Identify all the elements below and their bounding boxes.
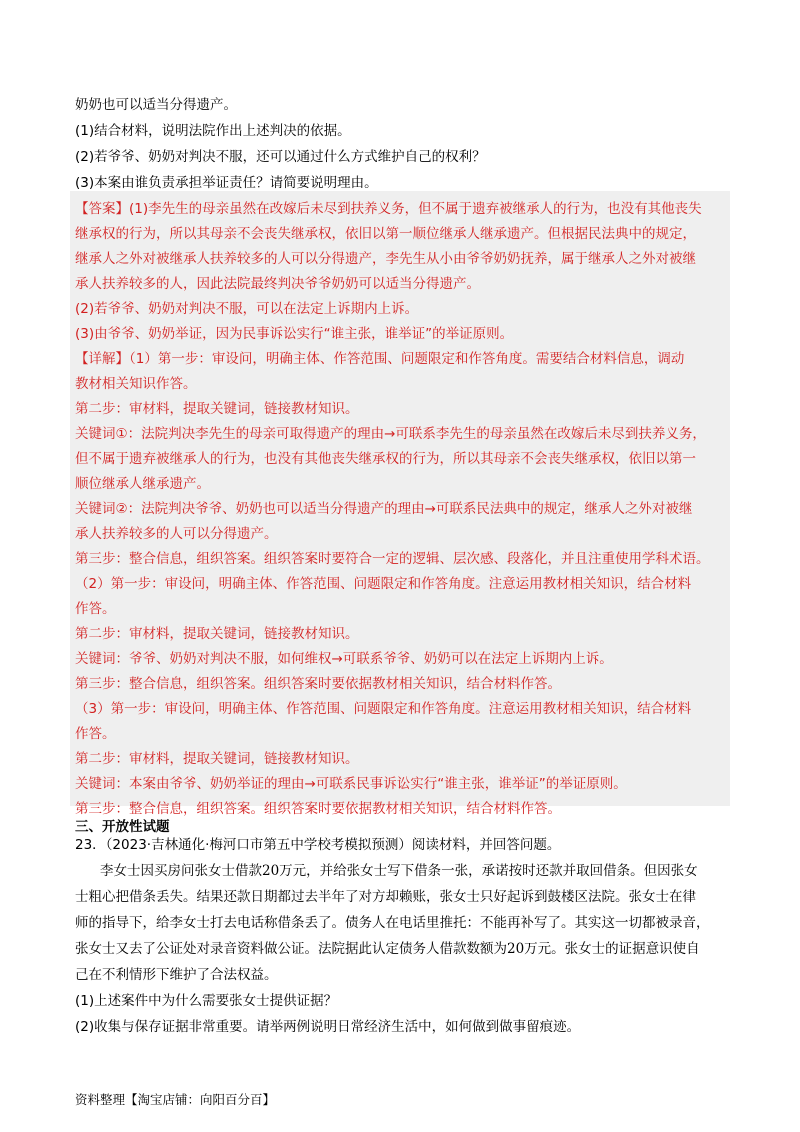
detail-line: （2）第一步：审设问，明确主体、作答范围、问题限定和作答角度。注意运用教材相关知识，结合材料 bbox=[75, 576, 692, 592]
detail-line: 【详解】（1）第一步：审设问，明确主体、作答范围、问题限定和作答角度。需要结合材料信息，调动 bbox=[75, 351, 685, 367]
detail-line: 关键词②：法院判决爷爷、奶奶也可以适当分得遗产的理由→可联系民法典中的规定，继承人之外对被继 bbox=[75, 501, 693, 517]
answer-line: 继承权的行为，所以其母亲不会丧失继承权，依旧以第一顺位继承人继承遗产。但根据民法典中的规定， bbox=[75, 226, 696, 242]
detail-line: 第三步：整合信息，组织答案。组织答案时要依据教材相关知识，结合材料作答。 bbox=[75, 801, 561, 817]
answer-line: (2)若爷爷、奶奶对判决不服，可以在法定上诉期内上诉。 bbox=[75, 301, 419, 317]
material-line: 己在不利情形下维护了合法权益。 bbox=[75, 967, 278, 983]
detail-line: 第三步：整合信息，组织答案。组织答案时要符合一定的逻辑、层次感、段落化，并且注重使用学科术语。 bbox=[75, 551, 710, 567]
question-line: (3)本案由谁负责承担举证责任？请简要说明理由。 bbox=[75, 175, 378, 191]
detail-line: 作答。 bbox=[75, 601, 116, 617]
detail-line: 关键词：本案由爷爷、奶奶举证的理由→可联系民事诉讼实行“谁主张，谁举证”的举证原则。 bbox=[75, 776, 627, 792]
question-line: (2)若爷爷、奶奶对判决不服，还可以通过什么方式维护自己的权利？ bbox=[75, 149, 486, 165]
detail-line: 但不属于遗弃被继承人的行为，也没有其他丧失继承权的行为，所以其母亲不会丧失继承权，依旧以第一 bbox=[75, 451, 696, 467]
answer-line: 承人扶养较多的人，因此法院最终判决爷爷奶奶可以适当分得遗产。 bbox=[75, 276, 480, 292]
section-heading: 三、开放性试题 bbox=[75, 819, 170, 835]
question-line: (1)上述案件中为什么需要张女士提供证据？ bbox=[75, 993, 338, 1009]
detail-line: 第二步：审材料，提取关键词，链接教材知识。 bbox=[75, 626, 359, 642]
detail-line: 第二步：审材料，提取关键词，链接教材知识。 bbox=[75, 751, 359, 767]
page-footer: 资料整理【淘宝店铺：向阳百分百】 bbox=[75, 1092, 276, 1107]
question-line: (1)结合材料，说明法院作出上述判决的依据。 bbox=[75, 123, 351, 139]
detail-line: 第二步：审材料，提取关键词，链接教材知识。 bbox=[75, 401, 359, 417]
text-line: 奶奶也可以适当分得遗产。 bbox=[75, 97, 237, 113]
answer-line: 继承人之外对被继承人扶养较多的人可以分得遗产，李先生从小由爷爷奶奶抚养，属于继承人之外对被继 bbox=[75, 251, 696, 267]
detail-line: 承人扶养较多的人可以分得遗产。 bbox=[75, 526, 278, 542]
answer-line: (3)由爷爷、奶奶举证，因为民事诉讼实行“谁主张，谁举证”的举证原则。 bbox=[75, 326, 514, 342]
question-header: 23．（2023·吉林通化·梅河口市第五中学校考模拟预测）阅读材料，并回答问题。 bbox=[75, 837, 561, 853]
detail-line: 作答。 bbox=[75, 726, 116, 742]
detail-line: 顺位继承人继承遗产。 bbox=[75, 476, 210, 492]
material-line: 张女士又去了公证处对录音资料做公证。法院据此认定债务人借款数额为20万元。张女士的证据意识使自 bbox=[75, 941, 700, 957]
detail-line: （3）第一步：审设问，明确主体、作答范围、问题限定和作答角度。注意运用教材相关知识，结合材料 bbox=[75, 701, 692, 717]
detail-line: 第三步：整合信息，组织答案。组织答案时要依据教材相关知识，结合材料作答。 bbox=[75, 676, 561, 692]
material-line: 士粗心把借条丢失。结果还款日期都过去半年了对方却赖账，张女士只好起诉到鼓楼区法院。张女士在律 bbox=[75, 889, 696, 905]
answer-line: 【答案】(1)李先生的母亲虽然在改嫁后未尽到扶养义务，但不属于遗弃被继承人的行为，也没有其他丧失 bbox=[75, 201, 702, 217]
material-line: 李女士因买房问张女士借款20万元，并给张女士写下借条一张，承诺按时还款并取回借条。但因张女 bbox=[100, 863, 698, 879]
detail-line: 教材相关知识作答。 bbox=[75, 376, 197, 392]
material-line: 师的指导下，给李女士打去电话称借条丢了。债务人在电话里推托：不能再补写了。其实这一切都被录音， bbox=[75, 915, 710, 931]
question-line: (2)收集与保存证据非常重要。请举两例说明日常经济生活中，如何做到做事留痕迹。 bbox=[75, 1019, 581, 1035]
detail-line: 关键词①：法院判决李先生的母亲可取得遗产的理由→可联系李先生的母亲虽然在改嫁后未尽到扶养义务， bbox=[75, 426, 706, 442]
detail-line: 关键词：爷爷、奶奶对判决不服，如何维权→可联系爷爷、奶奶可以在法定上诉期内上诉。 bbox=[75, 651, 613, 667]
